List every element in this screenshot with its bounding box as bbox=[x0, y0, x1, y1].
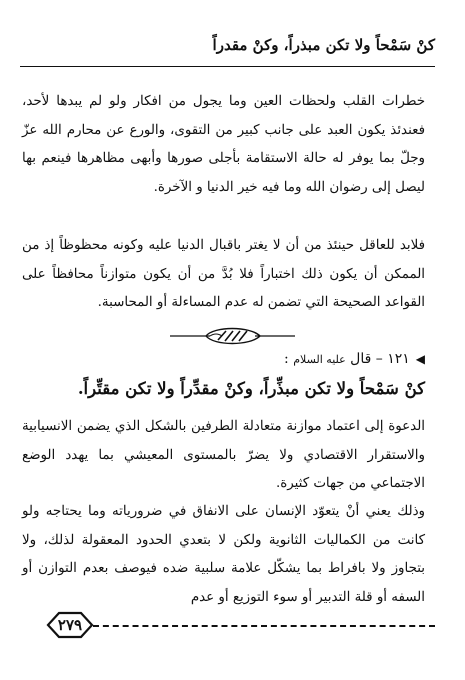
paragraph-1: خطرات القلب ولحظات العين وما يجول من افكار ولو لم يبدها لأحد، فعندئذ يكون العبد على جانب كبير من التقوى، والورع عن محارم الله عزّ وجلّ بما يوفر له حالة الاستقامة بأجلى صورها وأبهى مظاهرها فينعم بها ليصل إلى رضوان الله وما فيه خير الدنيا و الآخرة. bbox=[22, 94, 425, 195]
page-number: ٢٧٩ bbox=[57, 616, 83, 634]
page-number-badge bbox=[45, 610, 95, 640]
hadith-quote: كنْ سَمْحاً ولا تكن مبذِّراً، وكنْ مقدِّراً ولا تكن مقتِّراً. bbox=[77, 379, 425, 398]
running-header bbox=[20, 30, 435, 70]
paragraph-4: وذلك يعني أنْ يتعوّد الإنسان على الانفاق في ضرورياته وما يحتاجه ولو كانت من الكماليات الثانوية ولكن لا بتعدي الحدود المعقولة لذلك، ولا بتجاوز ولا بافراط بما يشكّل علامة سلبية ضده فيوصف بعدم التوازن أو السفه أو قلة التدبير أو سوء التوزيع أو عدم bbox=[22, 504, 425, 605]
paragraph-3: الدعوة إلى اعتماد موازنة متعادلة الطرفين بالشكل الذي يضمن الانسيابية والاستقرار الاقتصادي ولا يضرّ بالمستوى المعيشي بما يهدد الوضع الاجتماعي من جهات كثيرة. bbox=[22, 419, 425, 491]
header-rule bbox=[20, 66, 435, 67]
header-title: كنْ سَمْحاً ولا تكن مبذراً، وكنْ مقدراً bbox=[212, 36, 435, 54]
page-footer bbox=[45, 608, 435, 644]
footer-dashed-rule bbox=[93, 625, 435, 627]
honorific-ligature: عليه السلام bbox=[293, 353, 346, 366]
item-heading bbox=[284, 347, 425, 372]
item-colon: : bbox=[284, 351, 289, 367]
triangle-bullet-icon: ◀ bbox=[415, 352, 425, 366]
section-divider-ornament bbox=[170, 324, 295, 348]
paragraph-2: فلابد للعاقل حينئذ من أن لا يغتر باقبال الدنيا عليه وكونه محظوظاً إذ من الممكن أن يكون ذلك اختباراً فلا بُدَّ من أن يكون متوازناً محافظاً على القواعد الصحيحة التي تضمن له عدم المساءلة أو المحاسبة. bbox=[22, 238, 425, 310]
item-number: ١٢١ – قال bbox=[350, 351, 410, 367]
